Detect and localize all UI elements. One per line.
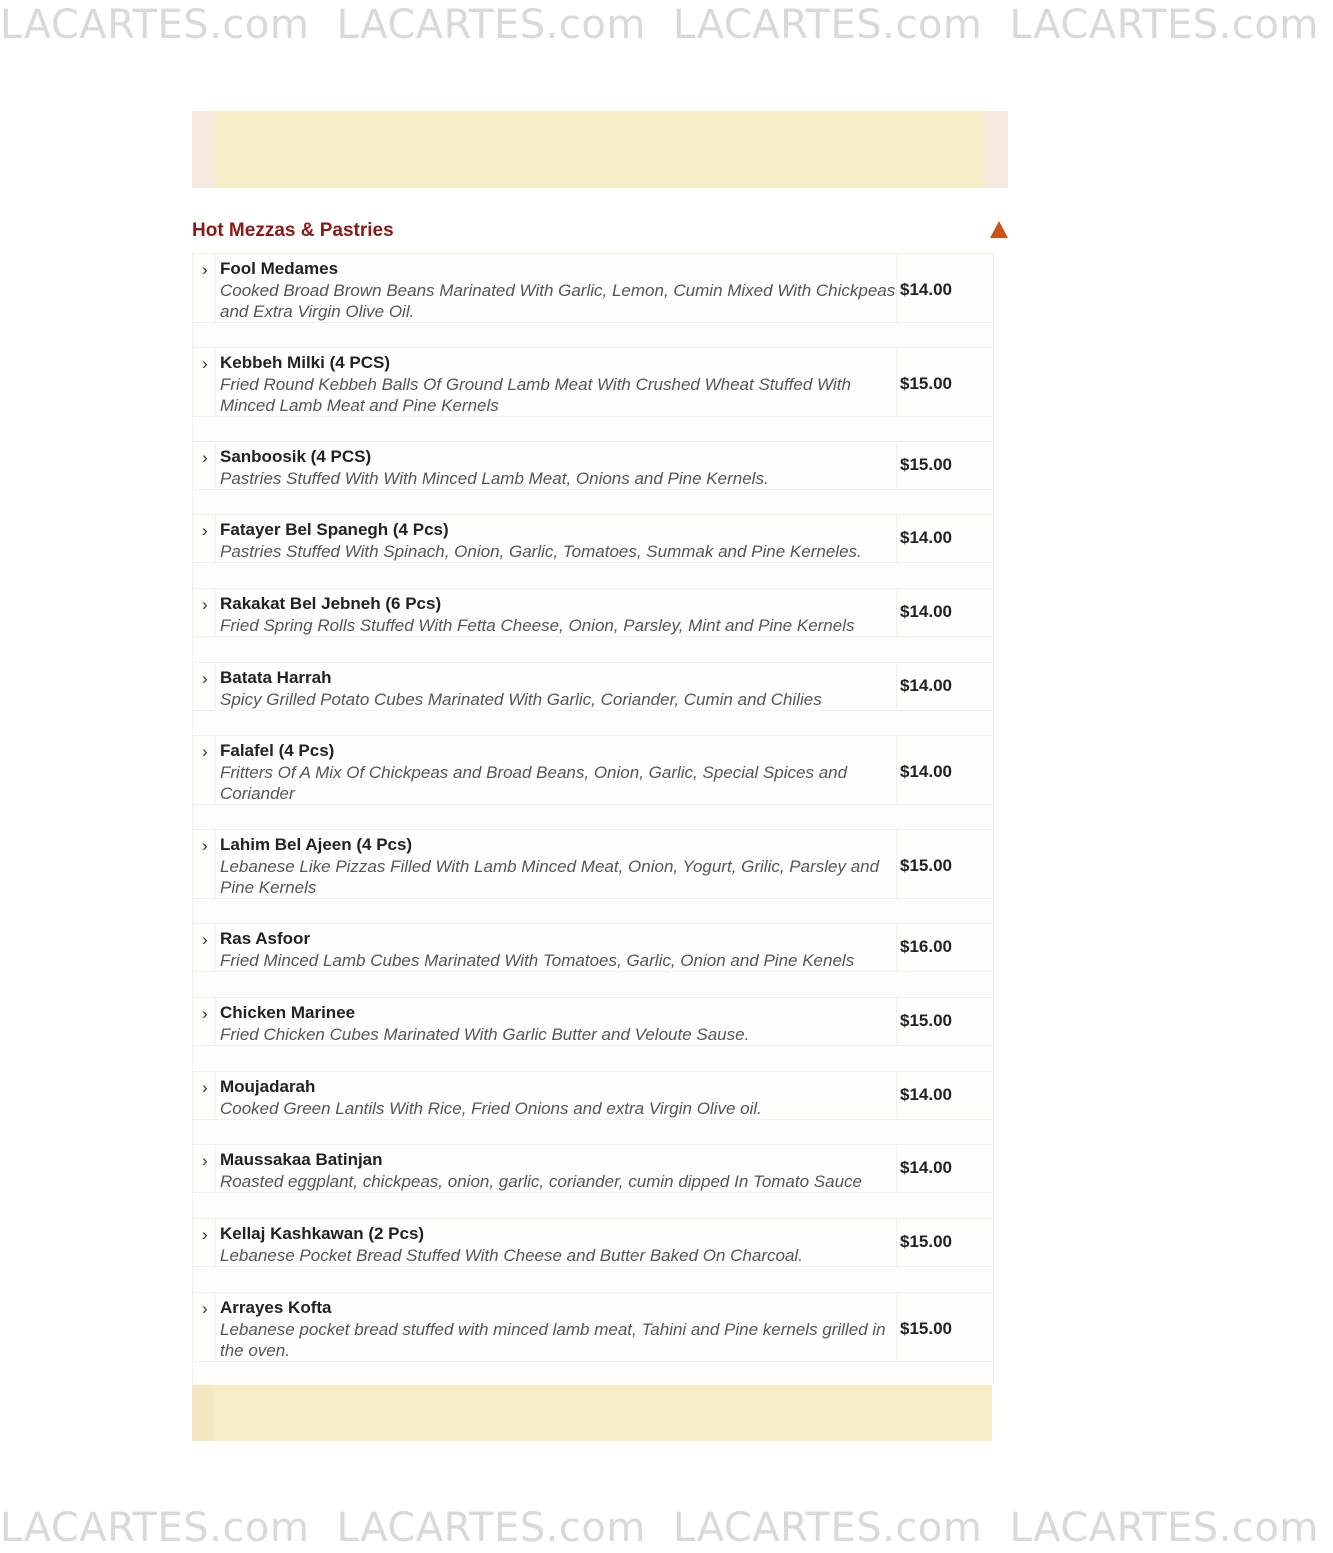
menu-item-price: $14.00 xyxy=(900,1158,952,1177)
menu-item-price: $14.00 xyxy=(900,762,952,781)
menu-item-name: Sanboosik (4 PCS) xyxy=(220,447,372,466)
menu-item-description: Lebanese Like Pizzas Filled With Lamb Minced Meat, Onion, Yogurt, Grilic, Parsley and Pine Kernels xyxy=(220,857,880,897)
chevron-right-icon: › xyxy=(202,1299,208,1318)
menu-item-description: Spicy Grilled Potato Cubes Marinated With Garlic, Coriander, Cumin and Chilies xyxy=(220,690,822,709)
menu-item-description: Pastries Stuffed With Spinach, Onion, Garlic, Tomatoes, Summak and Pine Kerneles. xyxy=(220,542,862,561)
menu-item-price: $14.00 xyxy=(900,1085,952,1104)
top-banner xyxy=(192,111,1008,188)
menu-item[interactable] xyxy=(193,735,993,805)
menu-item-description: Fried Chicken Cubes Marinated With Garlic Butter and Veloute Sause. xyxy=(220,1025,750,1044)
menu-item-price: $15.00 xyxy=(900,856,952,875)
menu-item-price: $14.00 xyxy=(900,676,952,695)
menu-item[interactable] xyxy=(193,923,993,972)
chevron-right-icon: › xyxy=(202,930,208,949)
menu-item[interactable] xyxy=(193,1218,993,1267)
menu-item-name: Falafel (4 Pcs) xyxy=(220,741,335,760)
watermark-text: LACARTES.com xyxy=(1009,2,1319,48)
chevron-right-icon: › xyxy=(202,742,208,761)
menu-item-name: Moujadarah xyxy=(220,1077,316,1096)
chevron-right-icon: › xyxy=(202,521,208,540)
watermark-text: LACARTES.com xyxy=(336,1505,646,1551)
menu-item-description: Cooked Green Lantils With Rice, Fried Onions and extra Virgin Olive oil. xyxy=(220,1099,762,1118)
menu-item[interactable] xyxy=(193,588,993,637)
watermark-text: LACARTES.com xyxy=(1009,1505,1319,1551)
menu-item-description: Fried Minced Lamb Cubes Marinated With Tomatoes, Garlic, Onion and Pine Kenels xyxy=(220,951,855,970)
menu-item-name: Kellaj Kashkawan (2 Pcs) xyxy=(220,1224,425,1243)
menu-item-price: $14.00 xyxy=(900,280,952,299)
menu-item[interactable] xyxy=(193,1144,993,1193)
menu-item-name: Maussakaa Batinjan xyxy=(220,1150,383,1169)
menu-item-description: Fritters Of A Mix Of Chickpeas and Broad Beans, Onion, Garlic, Special Spices and Coriander xyxy=(220,763,848,803)
menu-item[interactable] xyxy=(193,829,993,899)
menu-item[interactable] xyxy=(193,253,993,323)
menu-item-name: Fool Medames xyxy=(220,259,339,278)
triangle-up-icon[interactable] xyxy=(990,221,1008,238)
chevron-right-icon: › xyxy=(202,260,208,279)
menu-item-name: Kebbeh Milki (4 PCS) xyxy=(220,353,391,372)
menu-item-price: $16.00 xyxy=(900,937,952,956)
menu-item-description: Lebanese pocket bread stuffed with minced lamb meat, Tahini and Pine kernels grilled in the oven. xyxy=(220,1320,886,1360)
chevron-right-icon: › xyxy=(202,448,208,467)
menu-item-price: $14.00 xyxy=(900,528,952,547)
menu-item[interactable] xyxy=(193,662,993,711)
menu-item-name: Batata Harrah xyxy=(220,668,332,687)
menu-item-description: Fried Spring Rolls Stuffed With Fetta Cheese, Onion, Parsley, Mint and Pine Kernels xyxy=(220,616,855,635)
menu-item-description: Pastries Stuffed With With Minced Lamb Meat, Onions and Pine Kernels. xyxy=(220,469,769,488)
watermark-text: LACARTES.com xyxy=(336,2,646,48)
watermark-top xyxy=(0,0,1319,50)
watermark-text: LACARTES.com xyxy=(0,2,310,48)
menu-item-price: $15.00 xyxy=(900,374,952,393)
menu-item-name: Chicken Marinee xyxy=(220,1003,356,1022)
menu-item[interactable] xyxy=(193,997,993,1046)
chevron-right-icon: › xyxy=(202,1078,208,1097)
watermark-text: LACARTES.com xyxy=(673,2,983,48)
menu-item[interactable] xyxy=(193,441,993,490)
bottom-banner xyxy=(192,1385,992,1441)
menu-item[interactable] xyxy=(193,1292,993,1362)
section-title: Hot Mezzas & Pastries xyxy=(192,220,394,241)
watermark-bottom xyxy=(0,1503,1319,1553)
menu-list xyxy=(192,251,994,1385)
menu-item-description: Cooked Broad Brown Beans Marinated With Garlic, Lemon, Cumin Mixed With Chickpeas and Extra Virgin Olive Oil. xyxy=(220,281,896,321)
menu-item-description: Roasted eggplant, chickpeas, onion, garlic, coriander, cumin dipped In Tomato Sauce xyxy=(220,1172,862,1191)
menu-item-name: Arrayes Kofta xyxy=(220,1298,332,1317)
menu-item[interactable] xyxy=(193,514,993,563)
bottom-banner-gutter xyxy=(192,1385,214,1441)
top-banner-inner xyxy=(215,111,983,188)
menu-item-name: Lahim Bel Ajeen (4 Pcs) xyxy=(220,835,413,854)
menu-item-name: Rakakat Bel Jebneh (6 Pcs) xyxy=(220,594,442,613)
menu-item[interactable] xyxy=(193,347,993,417)
menu-item-name: Fatayer Bel Spanegh (4 Pcs) xyxy=(220,520,449,539)
chevron-right-icon: › xyxy=(202,1004,208,1023)
menu-item-price: $14.00 xyxy=(900,602,952,621)
chevron-right-icon: › xyxy=(202,595,208,614)
menu-item-price: $15.00 xyxy=(900,1232,952,1251)
watermark-text: LACARTES.com xyxy=(0,1505,310,1551)
menu-item-description: Fried Round Kebbeh Balls Of Ground Lamb Meat With Crushed Wheat Stuffed With Minced Lamb Meat and Pine Kernels xyxy=(220,375,851,415)
menu-item-price: $15.00 xyxy=(900,1319,952,1338)
menu-item-description: Lebanese Pocket Bread Stuffed With Cheese and Butter Baked On Charcoal. xyxy=(220,1246,803,1265)
menu-item-price: $15.00 xyxy=(900,1011,952,1030)
chevron-right-icon: › xyxy=(202,669,208,688)
chevron-right-icon: › xyxy=(202,354,208,373)
menu-item-name: Ras Asfoor xyxy=(220,929,311,948)
chevron-right-icon: › xyxy=(202,1225,208,1244)
chevron-right-icon: › xyxy=(202,1151,208,1170)
watermark-text: LACARTES.com xyxy=(673,1505,983,1551)
menu-item[interactable] xyxy=(193,1071,993,1120)
menu-item-price: $15.00 xyxy=(900,455,952,474)
chevron-right-icon: › xyxy=(202,836,208,855)
